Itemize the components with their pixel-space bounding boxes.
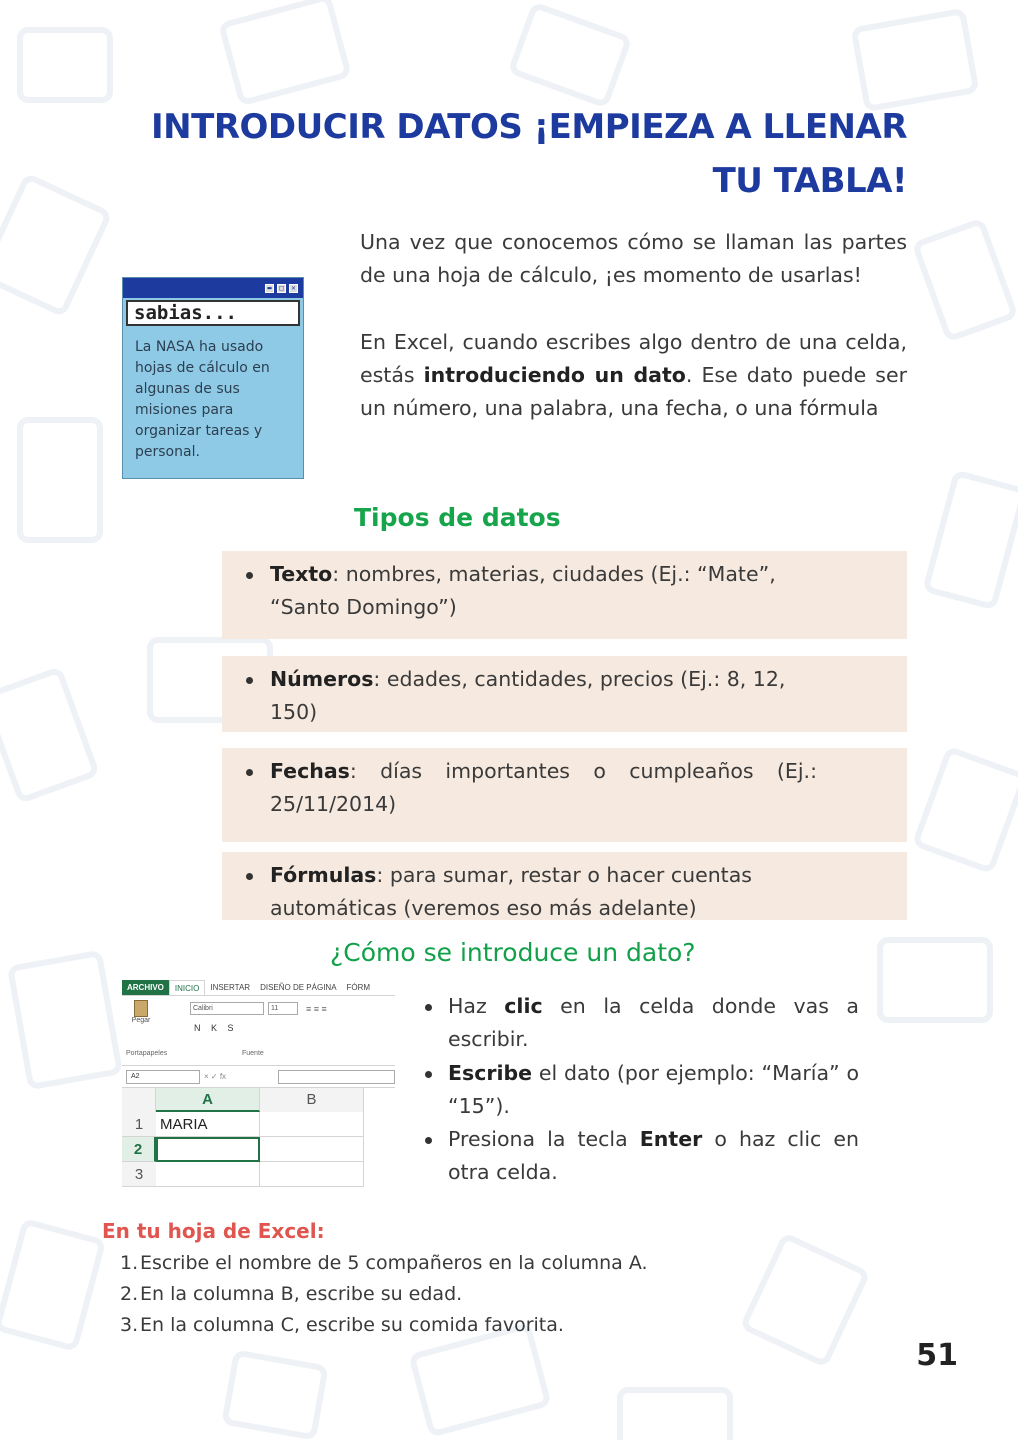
bullet-icon [425,1004,432,1011]
exercise-list [120,1248,820,1341]
exercise-text: Escribe el nombre de 5 compañeros en la columna A. [140,1252,648,1274]
step-bold: Enter [639,1127,703,1152]
excel-font-size: 11 [268,1002,298,1015]
minimize-icon: ▬ [265,284,274,293]
excel-tab-insert: INSERTAR [210,983,251,992]
data-type-desc: : edades, cantidades, precios (Ej.: 8, 12, 150) [270,667,786,725]
excel-row-3: 3 [122,1162,156,1187]
excel-formula-input [278,1070,395,1084]
excel-align-icons: ≡ ≡ ≡ [306,1004,327,1014]
excel-format-buttons: N K S [194,1023,238,1033]
step-text-end: en la celda donde vas a escribir. [448,994,859,1052]
bullet-icon [425,1071,432,1078]
excel-grid [122,1088,395,1192]
step-text-end: el dato (por ejemplo: “María” o “15”). [448,1060,859,1118]
excel-cell-b3 [260,1162,364,1187]
bullet-icon [246,572,253,579]
excel-cell-b1 [260,1112,364,1137]
excel-col-a: A [156,1088,260,1112]
did-you-know-text: La NASA ha usado hojas de cálculo en algunas de sus misiones para organizar tareas y personal. [135,339,270,460]
intro-text [360,226,907,458]
did-you-know-box [122,277,304,479]
data-type-dates [222,748,907,842]
excel-tab-formulas: FÓRM [346,983,371,992]
excel-name-box: A2 [126,1070,200,1084]
excel-row-1: 1 [122,1112,156,1137]
excel-screenshot [122,980,395,1192]
data-type-term: Números [270,667,374,691]
how-to-step [448,1057,859,1124]
excel-cell-a2-active [156,1137,260,1162]
exercise-number: 2. [120,1283,139,1305]
excel-tab-file: ARCHIVO [122,980,169,995]
intro-paragraph-1: Una vez que conocemos cómo se llaman las partes de una hoja de cálculo, ¡es momento de usarlas! [360,230,907,288]
did-you-know-heading: sabias... [126,300,300,326]
data-type-term: Texto [270,562,333,586]
step-bold: Escribe [448,1060,533,1085]
how-to-step [448,990,859,1057]
intro-paragraph-2-text: En Excel, cuando escribes algo dentro de una celda, estás [360,329,907,387]
data-types-heading: Tipos de datos [354,503,561,532]
data-type-desc: : nombres, materias, ciudades (Ej.: “Mate”, “Santo Domingo”) [270,562,776,620]
page-title: INTRODUCIR DATOS ¡EMPIEZA A LLENAR TU TABLA! [151,107,907,201]
excel-tab-home: INICIO [169,980,205,995]
exercise-number: 3. [120,1314,139,1336]
data-type-term: Fórmulas [270,863,377,887]
bullet-icon [246,873,253,880]
excel-col-b: B [260,1088,364,1112]
excel-paste-label: Pegar [131,1017,151,1024]
excel-row-2: 2 [122,1137,156,1162]
exercise-item [120,1279,820,1310]
page-number: 51 [916,1338,958,1373]
data-type-text [222,551,907,639]
excel-cell-b2 [260,1137,364,1162]
step-bold: clic [504,994,543,1018]
excel-fx-icons: × ✓ fx [204,1071,227,1081]
close-icon: ✕ [289,284,298,293]
excel-formula-bar [122,1066,395,1088]
data-type-formulas [222,852,907,920]
exercise-item [120,1310,820,1341]
clipboard-icon [134,1000,148,1017]
excel-paste-button [128,1000,154,1032]
excel-ribbon-tabs [122,980,395,996]
step-text-end: o haz clic en otra celda. [448,1127,859,1185]
step-text: Presiona la tecla [448,1127,640,1152]
maximize-icon: □ [277,284,286,293]
intro-paragraph-2 [360,326,907,426]
data-type-term: Fechas [270,759,350,783]
excel-ribbon [122,996,395,1066]
exercise-text: En la columna B, escribe su edad. [140,1283,463,1305]
excel-cell-a1: MARIA [156,1112,260,1137]
how-to-enter-heading: ¿Cómo se introduce un dato? [330,938,696,967]
data-type-desc: : para sumar, restar o hacer cuentas automáticas (veremos eso más adelante) [270,863,752,921]
exercise-number: 1. [120,1252,139,1274]
intro-paragraph-2-text-end: . Ese dato puede ser un número, una palabra, una fecha, o una fórmula [360,362,908,421]
step-text: Haz [448,994,505,1018]
excel-group-font: Fuente [242,1050,264,1057]
did-you-know-titlebar [123,278,303,298]
bullet-icon [246,677,253,684]
excel-corner [122,1088,156,1112]
excel-group-clipboard: Portapapeles [126,1050,168,1057]
excel-tab-page-layout: DISEÑO DE PÁGINA [260,983,337,992]
how-to-steps-list [448,990,859,1190]
exercise-heading: En tu hoja de Excel: [102,1219,325,1243]
excel-cell-a3 [156,1162,260,1187]
exercise-text: En la columna C, escribe su comida favorita. [140,1314,564,1336]
excel-font-name: Calibri [190,1002,264,1015]
data-type-desc: : días importantes o cumpleaños (Ej.: 25/11/2014) [270,759,817,817]
exercise-item [120,1248,820,1279]
bullet-icon [425,1137,432,1144]
intro-paragraph-2-bold: introduciendo un dato [423,362,686,387]
data-type-numbers [222,656,907,732]
how-to-step [448,1123,859,1190]
bullet-icon [246,769,253,776]
